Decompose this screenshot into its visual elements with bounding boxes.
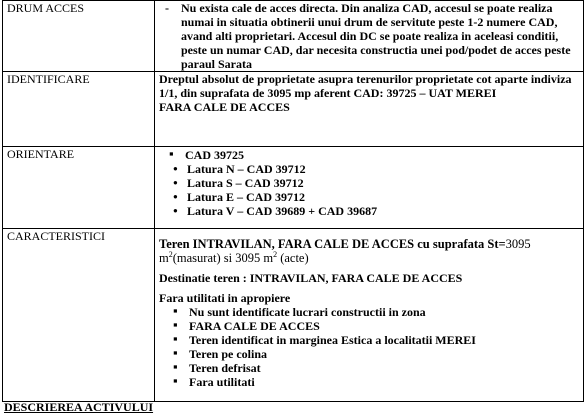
identificare-note: FARA CALE DE ACCES — [159, 100, 290, 114]
row-content — [155, 1, 584, 72]
utilitati-heading: Fara utilitati in apropiere — [159, 291, 291, 305]
list-item: ● Latura E – CAD 39712 — [159, 190, 579, 204]
row-identificare — [3, 72, 584, 147]
list-item: ▪ Teren defrisat — [159, 361, 579, 375]
list-item: ▪ Fara utilitati — [159, 375, 579, 389]
list-item: ▪ CAD 39725 — [159, 148, 579, 162]
list-item: ▪ Nu sunt identificate lucrari constructii in zona — [159, 305, 579, 319]
list-item: ● Latura S – CAD 39712 — [159, 176, 579, 190]
list-item: ▪ Teren pe colina — [159, 347, 579, 361]
utilitati-list — [159, 305, 579, 389]
teren-description: Teren INTRAVILAN, FARA CALE DE ACCES cu suprafata St=3095 $m^2(masurat)$ si 3095 $m^2$ (acte) — [159, 237, 531, 265]
list-item: - Nu exista cale de acces directa. Din analiza CAD, accesul se poate realiza numai in situatia obtinerii unui drum de servitute peste 1-2 numere CAD, avand alti proprietari. Accesul din DC se poate realiza in aceleasi conditii, peste un numar CAD, dar necesita constructia unei pod/podet de acces peste paraul Sarata — [159, 1, 579, 71]
destinatie-teren: Destinatie teren : INTRAVILAN, FARA CALE DE ACCES — [159, 271, 463, 285]
row-label: IDENTIFICARE — [3, 72, 155, 147]
row-content — [155, 72, 584, 147]
row-drum-acces — [3, 1, 584, 72]
drum-acces-list — [159, 1, 579, 71]
property-table — [2, 0, 584, 402]
laturi-list — [159, 162, 579, 218]
row-content — [155, 229, 584, 402]
row-label: ORIENTARE — [3, 147, 155, 229]
section-heading: DESCRIEREA ACTIVULUI — [4, 400, 154, 414]
row-label: DRUM ACCES — [3, 1, 155, 72]
row-orientare — [3, 147, 584, 229]
identificare-text: Dreptul absolut de proprietate asupra terenurilor proprietate cot aparte indiviza 1/1, din suprafata de 3095 mp aferent CAD: 39725 – UAT MEREI — [159, 72, 572, 100]
list-item: ▪ FARA CALE DE ACCES — [159, 319, 579, 333]
list-item: ● Latura N – CAD 39712 — [159, 162, 579, 176]
row-caracteristici — [3, 229, 584, 402]
orientare-list — [159, 148, 579, 162]
list-item: ● Latura V – CAD 39689 + CAD 39687 — [159, 204, 579, 218]
list-item: ▪ Teren identificat in marginea Estica a localitatii MEREI — [159, 333, 579, 347]
row-content — [155, 147, 584, 229]
row-label: CARACTERISTICI — [3, 229, 155, 402]
